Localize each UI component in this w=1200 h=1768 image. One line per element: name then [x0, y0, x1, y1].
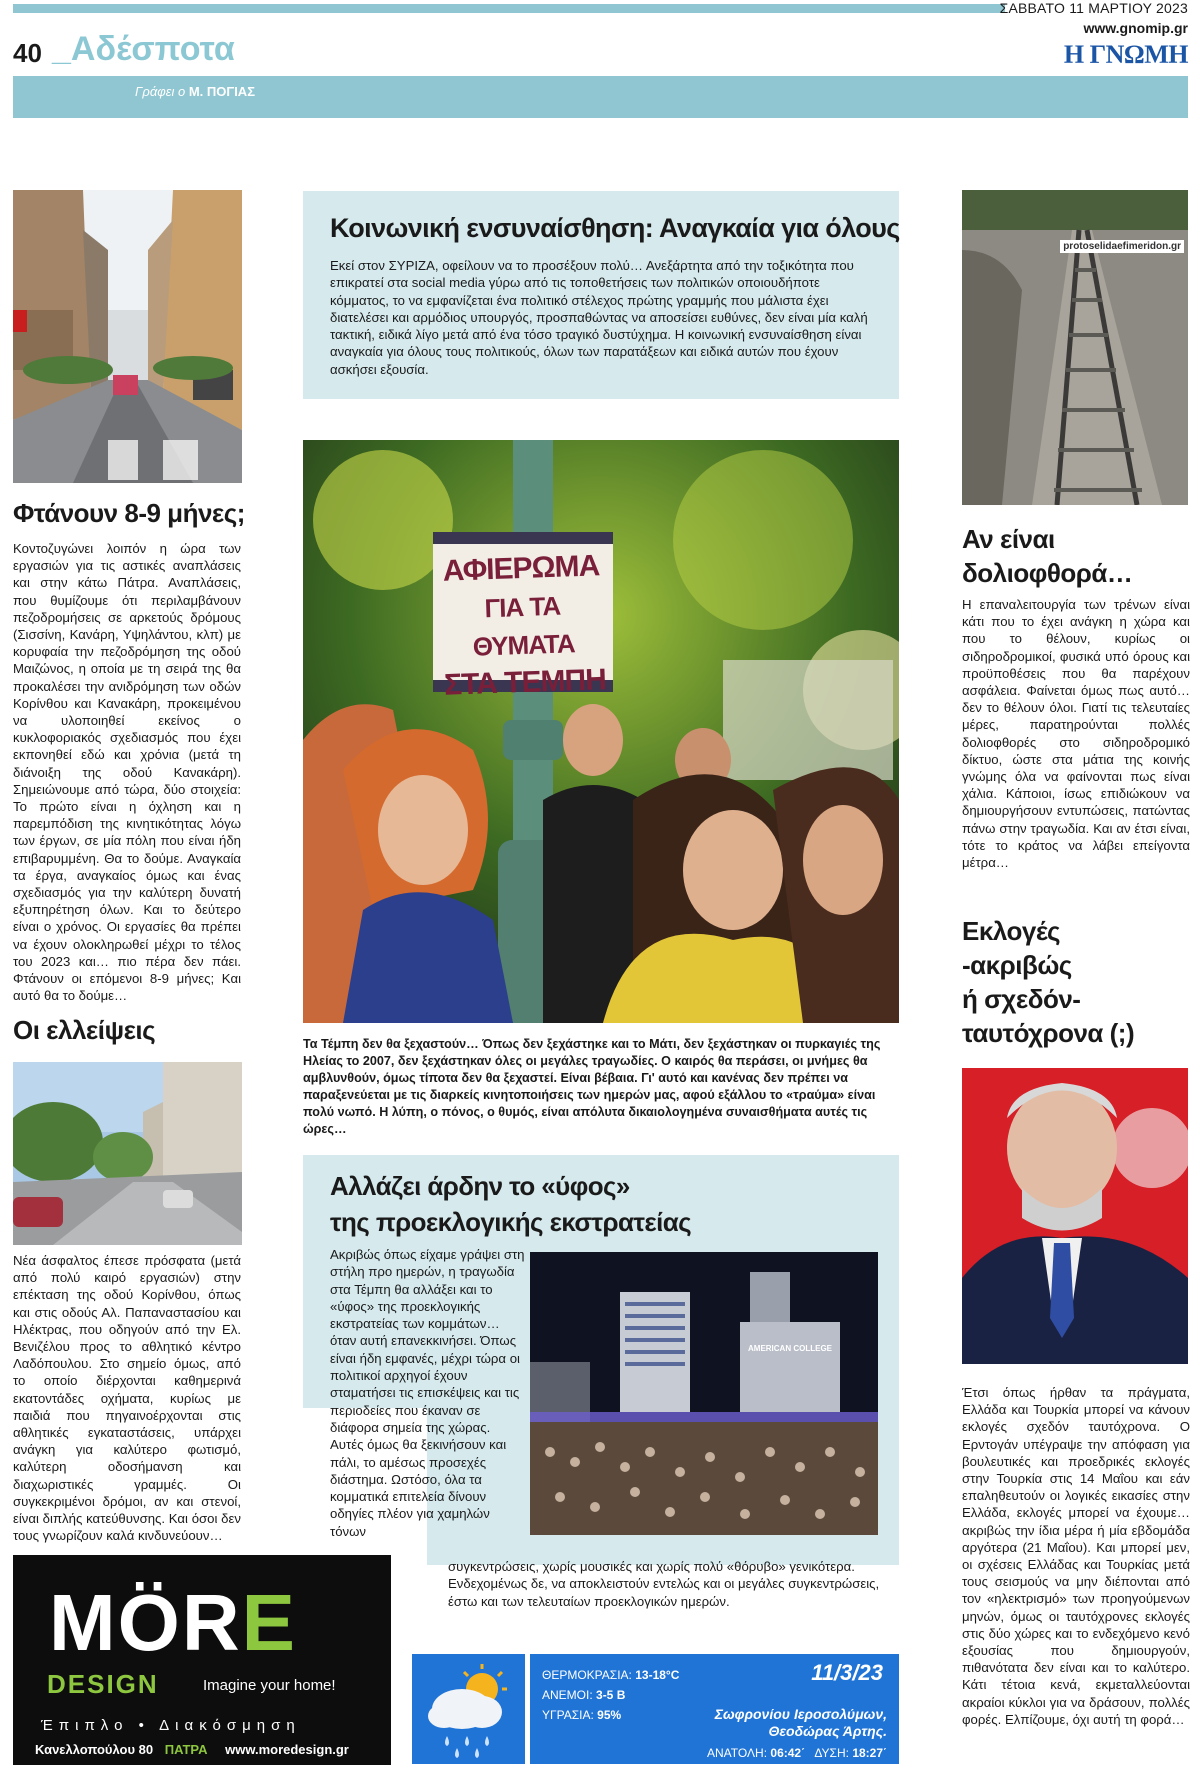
box2-title-line-2: της προεκλογικής εκστρατείας — [330, 1207, 692, 1237]
sign-line-2: ΓΙΑ ΤΑ ΘΥΜΑΤΑ — [472, 590, 576, 662]
weather-icon-box — [412, 1654, 525, 1764]
sunrise-sunset: ΑΝΑΤΟΛΗ: 06:42΄ ΔΥΣΗ: 18:27΄ — [707, 1746, 887, 1760]
ad-address: Κανελλοπούλου 80 — [35, 1742, 154, 1757]
ad-subtitle: Έπιπλο • Διακόσμηση — [41, 1717, 301, 1734]
box1-text: Εκεί στον ΣΥΡΙΖΑ, οφείλουν να το προσέξουν πολύ… Ανεξάρτητα από την τοξικότητα που επικρατεί στα social media γύρω από τις τοποθετήσεις των πολιτικών οποιουδήποτε κόμματος, το να εμφανίζεται ένα πολιτικό στέλεχος πρώτης γραμμής που μάλιστα έχει διατελέσει και αρμόδιος υπουργός, προσπαθώντας να αποσείσει ευθύνες, δεν είναι μία καλή τακτική, ειδικά λίγο μετά από ένα τόσο τραγικό δυστύχημα. Η κοινωνική ενσυναίσθηση είναι αναγκαία για όλους τους πολιτικούς, όλων των παρατάξεων και ειδικά αυτών που έχουν ασκήσει εξουσία. — [330, 258, 868, 377]
weather-temp: ΘΕΡΜΟΚΡΑΣΙΑ: 13-18°C — [542, 1668, 680, 1682]
ad-city: ΠΑΤΡΑ — [164, 1742, 208, 1757]
top-accent-bar — [13, 4, 1005, 13]
ad-tagline: Imagine your home! — [203, 1677, 336, 1694]
ad-logo: MÖRE — [49, 1578, 297, 1667]
weather-humidity: ΥΓΡΑΣΙΑ: 95% — [542, 1708, 622, 1722]
byline — [135, 84, 255, 99]
section-title: _Αδέσποτα — [52, 30, 235, 68]
humidity-value: 95% — [597, 1708, 622, 1722]
left-article-2-text: Νέα άσφαλτος έπεσε πρόσφατα (μετά από πολύ καιρό εργασιών) στην επέκταση της οδού Κορίνθου, όπως και στις οδούς Αλ. Παπαναστασίου και Ηλέκτρας, που οδηγούν από την Ελ. Βενιζέλου προς το αθλητικό κέντρο Λαδόπουλου. Στο σημείο όμως, από το οποίο διέρχονται καθημερινά εκατοντάδες οχήματα, κυρίως με παιδιά που πηγαινοέρχονται στις αθλητικές εγκαταστάσεις, υπάρχει ανάγκη για καλύτερο φωτισμό, καλύτερη οδοσήμανση και διαχωριστικές γραμμές. Οι συγκεκριμένοι δρόμοι, αν και στενοί, είναι διπλής κατεύθυνσης. Και όσοι δεν τους γνωρίζουν καλά κινδυνεύουν… — [13, 1253, 241, 1544]
tempi-protest-photo — [303, 440, 899, 1023]
box1-title: Κοινωνική ενσυναίσθηση: Αναγκαία για όλους — [330, 213, 900, 243]
sign-line-1: ΑΦΙΕΡΩΜΑ — [442, 549, 600, 588]
sign-line-3: ΣΤΑ ΤΕΜΠΗ — [443, 663, 607, 702]
street-photo — [13, 190, 242, 483]
left-heading-2: Οι ελλείψεις — [13, 1015, 156, 1045]
protest-sign — [430, 547, 615, 705]
erdogan-photo — [962, 1068, 1188, 1364]
more-design-ad[interactable] — [13, 1555, 391, 1765]
weather-date: 11/3/23 — [811, 1660, 883, 1685]
box2-text-tail: συγκεντρώσεις, χωρίς μουσικές και χωρίς πολύ «θόρυβο» γενικότερα. Ενδεχομένως δε, να αποκλειστούν εντελώς και οι μεγάλες συγκεντρώσεις, έστω και των τελευταίων προεκλογικών ημερών. — [448, 1559, 880, 1609]
left-heading-1: Φτάνουν 8-9 μήνες; — [13, 498, 245, 528]
byline-prefix: Γράφει ο — [135, 84, 186, 99]
name-day-saints: Σωφρονίου Ιεροσολύμων, Θεοδώρας Άρτης. — [714, 1706, 887, 1739]
left-article-1-text: Κοντοζυγώνει λοιπόν η ώρα των εργασιών για τις αστικές αναπλάσεις και στην κάτω Πάτρα. Αναπλάσεις, που θυμίζουμε ότι περιλαμβάνουν πεζοδρομήσεις σε αρκετούς δρόμους (Σισσίνη, Κανάρη, Υψηλάντου, κλπ) με κορυφαία την πεζοδρόμηση της οδού Μαιζώνος, η οποία με τη σειρά της θα προκαλέσει την ανιδρόμηση των οδών Κορίνθου και Κανακάρη, προκειμένου να υλοποιηθεί εκείνος ο κυκλοφοριακός σχεδιασμός που έχει εκπονηθεί εδώ και χρόνια (μετά τη διάνοιξη της οδού Κανακάρη). Σημειώνουμε από τώρα, δύο στοιχεία: Το πρώτο είναι η όχληση και η παρεμπόδιση της κινητικότητας λόγω των έργων, σε μία πόλη που είναι ήδη επιβαρυμμένη. Θα το δούμε. Αναγκαία τα έργα, αναγκαίος όμως και ένας σχεδιασμός για την καλύτερη δυνατή εξυπηρέτηση όλων. Και το δεύτερο είναι ο χρόνος. Οι εργασίες θα πρέπει να έχουν ολοκληρωθεί μέχρι το τέλος του 2023 και… πιο πέρα δεν πάει. Φτάνουν οι επόμενοι 8-9 μήνες; Και αυτό θα το δούμε… — [13, 541, 241, 1004]
right-heading-2: Εκλογές -ακριβώς ή σχεδόν- ταυτόχρονα (;) — [962, 916, 1135, 1048]
weather-wind: ΑΝΕΜΟΙ: 3-5 Β — [542, 1688, 626, 1702]
byline-author: Μ. ΠΟΓΙΑΣ — [188, 84, 255, 99]
right-heading-1: Αν είναι δολιοφθορά… — [962, 524, 1133, 588]
box2-title-line-1: Αλλάζει άρδην το «ύφος» — [330, 1171, 630, 1201]
photo-watermark: protoselidaefimeridon.gr — [1060, 240, 1184, 253]
rally-photo — [530, 1252, 878, 1535]
building-sign: AMERICAN COLLEGE — [748, 1344, 832, 1353]
ad-design-word: DESIGN — [47, 1669, 159, 1699]
page-number: 40 — [13, 38, 42, 68]
ad-address-line — [35, 1742, 349, 1757]
newspaper-logo: Η ΓΝΩΜΗ — [1063, 40, 1188, 69]
weather-box — [530, 1654, 899, 1764]
site-url[interactable]: www.gnomip.gr — [1083, 20, 1188, 36]
temp-value: 13-18°C — [635, 1668, 680, 1682]
street-photo-2 — [13, 1062, 242, 1245]
wind-value: 3-5 Β — [596, 1688, 626, 1702]
box2-text: Ακριβώς όπως είχαμε γράψει στη στήλη προ ημερών, η τραγωδία στα Τέμπη θα αλλάξει και το «ύφος» της προεκλογικής εκστρατείας των κομμάτων… όταν αυτή επανεκκινήσει. Όπως είναι ήδη εμφανές, μέχρι τώρα οι πολιτικοί αρχηγοί έχουν σταματήσει τις επισκέψεις και τις περιοδείες που έκαναν σε διάφορα σημεία της χώρας. Αυτές όμως θα ξεκινήσουν και πάλι, το αμέσως προσεχές διάστημα. Ωστόσο, όλα τα κομματικά επιτελεία δίνουν οδηγίες πλέον για χαμηλών τόνων — [330, 1247, 525, 1539]
photo-caption: Τα Τέμπη δεν θα ξεχαστούν… Όπως δεν ξεχάστηκε και το Μάτι, δεν ξεχάστηκαν οι πυρκαγιές της Ηλείας το 2007, δεν ξεχάστηκαν όλες οι μεγάλες τραγωδίες. Ο καιρός θα περάσει, οι μνήμες θα αμβλυνθούν, όμως τίποτα δεν θα ξεχαστεί. Είναι βέβαια. Γι' αυτό και κανένας δεν πρέπει να παραξενεύεται με τις διαρκείς κινητοποιήσεις των ημερών μας, αφού εξάλλου το «τραύμα» είναι πολύ νωπό. Η λύπη, ο πόνος, ο θυμός, είναι απόλυτα δικαιολογημένα συναισθήματα αυτές τις ώρες… — [303, 1037, 881, 1136]
railway-photo — [962, 190, 1188, 505]
issue-date: ΣΑΒΒΑΤΟ 11 ΜΑΡΤΙΟΥ 2023 — [999, 0, 1188, 16]
rain-cloud-sun-icon — [412, 1654, 525, 1764]
right-article-2-text: Έτσι όπως ήρθαν τα πράγματα, Ελλάδα και Τουρκία μπορεί να κάνουν εκλογές σχεδόν ταυτόχρονα. Ο Ερντογάν υπέγραψε την απόφαση για βουλευτικές και προεδρικές εκλογές στην Τουρκία στις 14 Μαΐου και εάν επαληθευτούν οι λογικές εικασίες στην Ελλάδα, εκλογές μπορεί να έχουμε… ακριβώς την ίδια μέρα ή μία εβδομάδα αργότερα (21 Μαΐου). Και μπορεί μεν, οι σχέσεις Ελλάδας και Τουρκίας μετά τους σεισμούς να μην διέπονται από τον «ηλεκτρισμό» των προηγούμενων μηνών, όμως οι ταυτόχρονες εκλογές στις δύο χώρες και το ενδεχόμενο κενό εξουσίας που δημιουργούν, πιθανότατα δεν είναι και το καλύτερο. Κάτι τέτοια κενά, εκμεταλλεύονται ακραίοι κύκλοι για να δράσουν, πολλές φορές. Ελπίζουμε, όχι αυτή τη φορά… — [962, 1385, 1190, 1727]
ad-web[interactable]: www.moredesign.gr — [225, 1742, 349, 1757]
right-article-1-text: Η επαναλειτουργία των τρένων είναι κάτι που το έχει ανάγκη η χώρα και που το θέλουν, κυρίως οι σιδηροδρομικοί, φυσικά υπό όρους και προϋποθέσεις που θα παρέχουν ασφάλεια. Φαίνεται όμως πως αυτό… δεν το θέλουν όλοι. Γιατί τις τελευταίες μέρες, παρατηρούνται πολλές δολιοφθορές στο σιδηροδρομικό δίκτυο, ώστε στα μάτια της κοινής γνώμης όλα να φαίνονται πως είναι χάλια. Κάποιοι, ίσως επιδιώκουν να δημιουργήσουν εντυπώσεις, πατώντας πάνω στην τραγωδία. Και αν έτσι είναι, τότε το κράτος να λάβει επείγοντα μέτρα… — [962, 597, 1190, 871]
